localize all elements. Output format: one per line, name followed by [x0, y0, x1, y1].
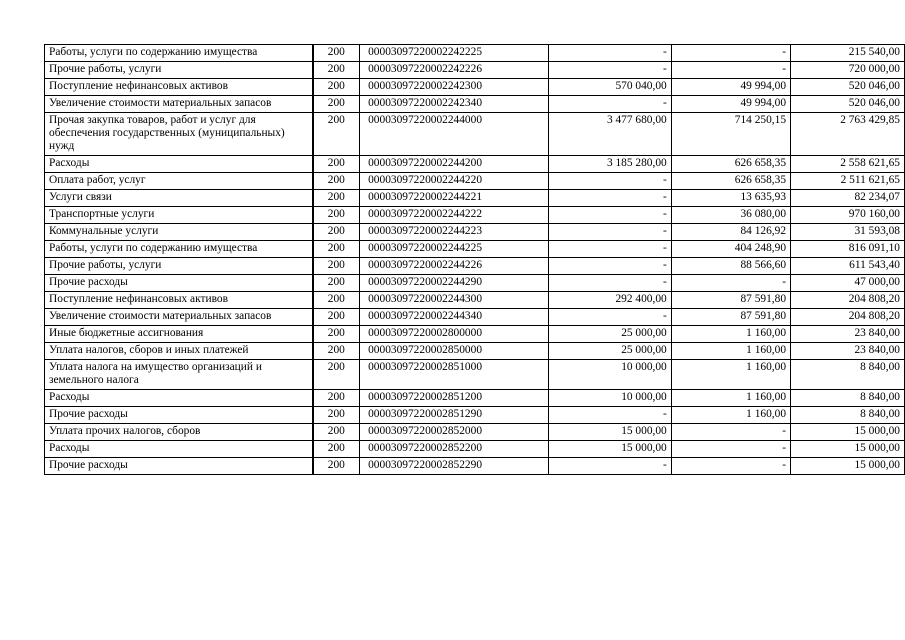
budget-classification-code-cell: 00003097220002244200 [360, 156, 549, 173]
executed-amount-cell: 1 160,00 [671, 343, 790, 360]
expense-name-cell: Транспортные услуги [45, 207, 313, 224]
expense-name-cell: Расходы [45, 441, 313, 458]
remaining-amount-cell: 15 000,00 [791, 424, 905, 441]
approved-amount-cell: - [549, 62, 672, 79]
budget-classification-code-cell: 00003097220002244300 [360, 292, 549, 309]
approved-amount-cell: - [549, 96, 672, 113]
remaining-amount-cell: 23 840,00 [791, 343, 905, 360]
budget-classification-code-cell: 00003097220002851200 [360, 390, 549, 407]
approved-amount-cell: 3 477 680,00 [549, 113, 672, 156]
remaining-amount-cell: 970 160,00 [791, 207, 905, 224]
budget-classification-code-cell: 00003097220002242226 [360, 62, 549, 79]
approved-amount-cell: - [549, 190, 672, 207]
expense-name-cell: Работы, услуги по содержанию имущества [45, 241, 313, 258]
expense-name-cell: Прочая закупка товаров, работ и услуг для обеспечения государственных (муниципальных) нужд [45, 113, 313, 156]
remaining-amount-cell: 204 808,20 [791, 309, 905, 326]
table-row [45, 258, 905, 275]
executed-amount-cell: 49 994,00 [671, 79, 790, 96]
approved-amount-cell: 25 000,00 [549, 326, 672, 343]
expense-name-cell: Оплата работ, услуг [45, 173, 313, 190]
line-code-cell: 200 [313, 96, 360, 113]
line-code-cell: 200 [313, 292, 360, 309]
expense-name-cell: Увеличение стоимости материальных запасов [45, 309, 313, 326]
table-row [45, 241, 905, 258]
expense-name-cell: Расходы [45, 390, 313, 407]
line-code-cell: 200 [313, 224, 360, 241]
table-row [45, 458, 905, 475]
line-code-cell: 200 [313, 45, 360, 62]
budget-classification-code-cell: 00003097220002244221 [360, 190, 549, 207]
remaining-amount-cell: 2 763 429,85 [791, 113, 905, 156]
line-code-cell: 200 [313, 407, 360, 424]
line-code-cell: 200 [313, 241, 360, 258]
expense-name-cell: Уплата налогов, сборов и иных платежей [45, 343, 313, 360]
approved-amount-cell: - [549, 309, 672, 326]
executed-amount-cell: 626 658,35 [671, 173, 790, 190]
executed-amount-cell: 87 591,80 [671, 292, 790, 309]
expense-name-cell: Поступление нефинансовых активов [45, 79, 313, 96]
remaining-amount-cell: 520 046,00 [791, 96, 905, 113]
budget-classification-code-cell: 00003097220002852290 [360, 458, 549, 475]
remaining-amount-cell: 8 840,00 [791, 360, 905, 390]
line-code-cell: 200 [313, 62, 360, 79]
line-code-cell: 200 [313, 360, 360, 390]
line-code-cell: 200 [313, 343, 360, 360]
table-row [45, 441, 905, 458]
budget-classification-code-cell: 00003097220002244220 [360, 173, 549, 190]
remaining-amount-cell: 31 593,08 [791, 224, 905, 241]
expense-name-cell: Расходы [45, 156, 313, 173]
expense-name-cell: Поступление нефинансовых активов [45, 292, 313, 309]
expense-name-cell: Иные бюджетные ассигнования [45, 326, 313, 343]
approved-amount-cell: 15 000,00 [549, 441, 672, 458]
table-body [45, 45, 905, 475]
budget-classification-code-cell: 00003097220002244226 [360, 258, 549, 275]
table-row [45, 424, 905, 441]
line-code-cell: 200 [313, 207, 360, 224]
remaining-amount-cell: 8 840,00 [791, 407, 905, 424]
approved-amount-cell: - [549, 241, 672, 258]
expense-name-cell: Увеличение стоимости материальных запасов [45, 96, 313, 113]
table-row [45, 275, 905, 292]
executed-amount-cell: 1 160,00 [671, 390, 790, 407]
table-row [45, 390, 905, 407]
table-row [45, 156, 905, 173]
remaining-amount-cell: 82 234,07 [791, 190, 905, 207]
table-row [45, 62, 905, 79]
line-code-cell: 200 [313, 326, 360, 343]
executed-amount-cell: - [671, 441, 790, 458]
executed-amount-cell: 13 635,93 [671, 190, 790, 207]
remaining-amount-cell: 15 000,00 [791, 441, 905, 458]
budget-classification-code-cell: 00003097220002242340 [360, 96, 549, 113]
remaining-amount-cell: 2 511 621,65 [791, 173, 905, 190]
approved-amount-cell: - [549, 275, 672, 292]
executed-amount-cell: - [671, 45, 790, 62]
approved-amount-cell: - [549, 173, 672, 190]
approved-amount-cell: 10 000,00 [549, 360, 672, 390]
table-row [45, 224, 905, 241]
budget-classification-code-cell: 00003097220002244000 [360, 113, 549, 156]
table-row [45, 96, 905, 113]
table-row [45, 113, 905, 156]
executed-amount-cell: 49 994,00 [671, 96, 790, 113]
executed-amount-cell: - [671, 424, 790, 441]
expense-name-cell: Коммунальные услуги [45, 224, 313, 241]
budget-classification-code-cell: 00003097220002852200 [360, 441, 549, 458]
executed-amount-cell: - [671, 458, 790, 475]
budget-classification-code-cell: 00003097220002851000 [360, 360, 549, 390]
approved-amount-cell: - [549, 45, 672, 62]
expense-name-cell: Уплата прочих налогов, сборов [45, 424, 313, 441]
budget-classification-code-cell: 00003097220002851290 [360, 407, 549, 424]
approved-amount-cell: - [549, 224, 672, 241]
executed-amount-cell: 626 658,35 [671, 156, 790, 173]
approved-amount-cell: 25 000,00 [549, 343, 672, 360]
line-code-cell: 200 [313, 156, 360, 173]
approved-amount-cell: - [549, 458, 672, 475]
expense-name-cell: Прочие расходы [45, 458, 313, 475]
approved-amount-cell: - [549, 258, 672, 275]
remaining-amount-cell: 611 543,40 [791, 258, 905, 275]
budget-classification-code-cell: 00003097220002244222 [360, 207, 549, 224]
expense-name-cell: Прочие расходы [45, 407, 313, 424]
approved-amount-cell: 292 400,00 [549, 292, 672, 309]
approved-amount-cell: - [549, 407, 672, 424]
line-code-cell: 200 [313, 309, 360, 326]
executed-amount-cell: 88 566,60 [671, 258, 790, 275]
table-row [45, 45, 905, 62]
expense-name-cell: Прочие расходы [45, 275, 313, 292]
executed-amount-cell: 714 250,15 [671, 113, 790, 156]
line-code-cell: 200 [313, 173, 360, 190]
table-row [45, 79, 905, 96]
line-code-cell: 200 [313, 190, 360, 207]
table-row [45, 292, 905, 309]
budget-classification-code-cell: 00003097220002852000 [360, 424, 549, 441]
expense-name-cell: Прочие работы, услуги [45, 258, 313, 275]
remaining-amount-cell: 2 558 621,65 [791, 156, 905, 173]
expense-name-cell: Работы, услуги по содержанию имущества [45, 45, 313, 62]
remaining-amount-cell: 23 840,00 [791, 326, 905, 343]
expense-name-cell: Прочие работы, услуги [45, 62, 313, 79]
table-row [45, 326, 905, 343]
remaining-amount-cell: 816 091,10 [791, 241, 905, 258]
remaining-amount-cell: 204 808,20 [791, 292, 905, 309]
table-row [45, 360, 905, 390]
budget-classification-code-cell: 00003097220002244223 [360, 224, 549, 241]
executed-amount-cell: 36 080,00 [671, 207, 790, 224]
budget-execution-table [44, 44, 905, 475]
budget-classification-code-cell: 00003097220002244225 [360, 241, 549, 258]
approved-amount-cell: - [549, 207, 672, 224]
remaining-amount-cell: 720 000,00 [791, 62, 905, 79]
executed-amount-cell: - [671, 275, 790, 292]
budget-classification-code-cell: 00003097220002242300 [360, 79, 549, 96]
line-code-cell: 200 [313, 275, 360, 292]
table-row [45, 407, 905, 424]
executed-amount-cell: 84 126,92 [671, 224, 790, 241]
remaining-amount-cell: 47 000,00 [791, 275, 905, 292]
table-row [45, 309, 905, 326]
expense-name-cell: Услуги связи [45, 190, 313, 207]
executed-amount-cell: 1 160,00 [671, 407, 790, 424]
table-row [45, 343, 905, 360]
remaining-amount-cell: 8 840,00 [791, 390, 905, 407]
line-code-cell: 200 [313, 258, 360, 275]
remaining-amount-cell: 520 046,00 [791, 79, 905, 96]
line-code-cell: 200 [313, 458, 360, 475]
expense-name-cell: Уплата налога на имущество организаций и земельного налога [45, 360, 313, 390]
budget-classification-code-cell: 00003097220002244290 [360, 275, 549, 292]
budget-classification-code-cell: 00003097220002850000 [360, 343, 549, 360]
approved-amount-cell: 3 185 280,00 [549, 156, 672, 173]
line-code-cell: 200 [313, 424, 360, 441]
line-code-cell: 200 [313, 113, 360, 156]
table-row [45, 207, 905, 224]
table-row [45, 190, 905, 207]
executed-amount-cell: 1 160,00 [671, 360, 790, 390]
executed-amount-cell: 404 248,90 [671, 241, 790, 258]
line-code-cell: 200 [313, 441, 360, 458]
executed-amount-cell: 1 160,00 [671, 326, 790, 343]
executed-amount-cell: - [671, 62, 790, 79]
approved-amount-cell: 570 040,00 [549, 79, 672, 96]
line-code-cell: 200 [313, 79, 360, 96]
remaining-amount-cell: 15 000,00 [791, 458, 905, 475]
budget-classification-code-cell: 00003097220002244340 [360, 309, 549, 326]
approved-amount-cell: 10 000,00 [549, 390, 672, 407]
budget-classification-code-cell: 00003097220002800000 [360, 326, 549, 343]
table-row [45, 173, 905, 190]
executed-amount-cell: 87 591,80 [671, 309, 790, 326]
remaining-amount-cell: 215 540,00 [791, 45, 905, 62]
approved-amount-cell: 15 000,00 [549, 424, 672, 441]
line-code-cell: 200 [313, 390, 360, 407]
budget-classification-code-cell: 00003097220002242225 [360, 45, 549, 62]
